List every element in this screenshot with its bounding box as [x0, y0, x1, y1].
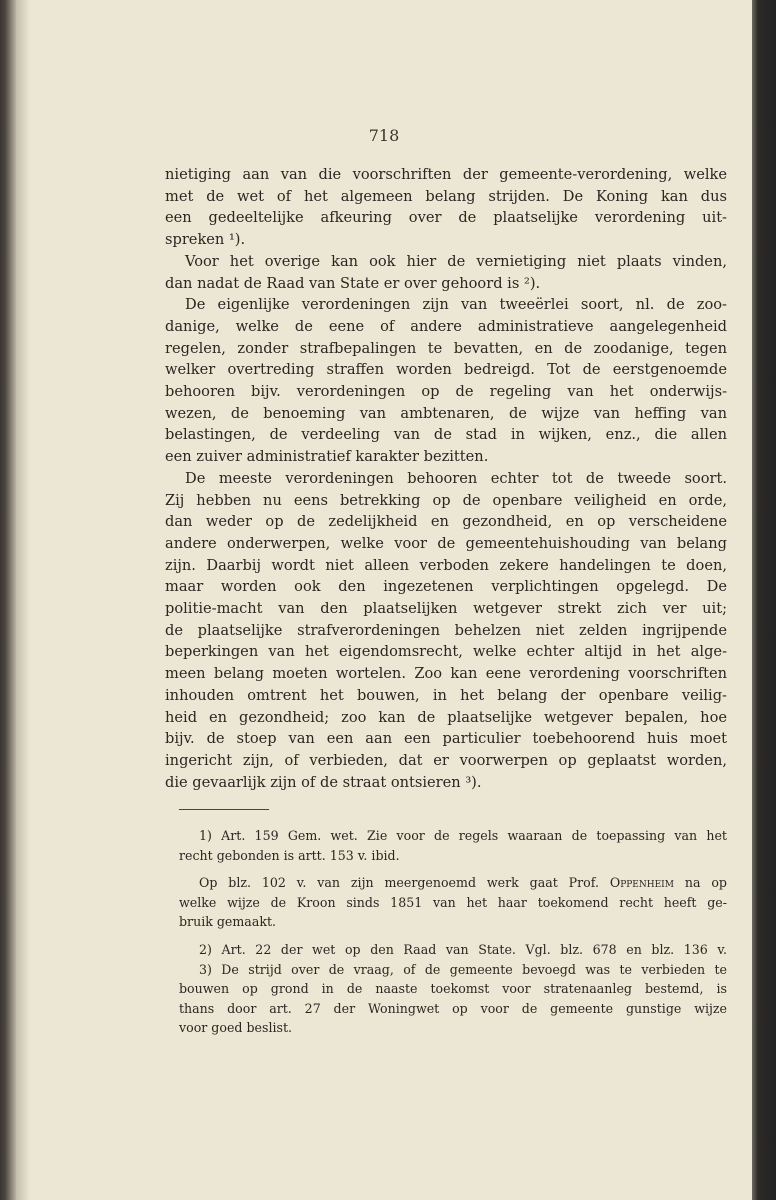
text-line: met de wet of het algemeen belang strijden. De Koning kan dus: [165, 187, 727, 205]
footnote-line: recht gebonden is artt. 153 v. ibid.: [179, 847, 400, 863]
text-line: Zij hebben nu eens betrekking op de openbare veiligheid en orde,: [165, 491, 727, 509]
text-line: nietiging aan van die voorschriften der gemeente-verordening, welke: [165, 166, 727, 183]
book-spine: [0, 0, 16, 1200]
text-line: ingericht zijn, of verbieden, dat er voorwerpen op geplaatst worden,: [165, 751, 727, 769]
text-line: die gevaarlijk zijn of de straat ontsieren ³).: [165, 773, 482, 791]
footnotes: [179, 826, 727, 1038]
text-line: Voor het overige kan ook hier de vernietiging niet plaats vinden,: [185, 252, 727, 270]
footnote-line: voor goed beslist.: [179, 1020, 293, 1036]
footnote-1: [179, 826, 727, 865]
text-line: dan weder op de zedelijkheid en gezondheid, en op verscheidene: [165, 513, 727, 531]
footnote-line: 3) De strijd over de vraag, of de gemeente bevoegd was te verbieden te: [199, 961, 727, 977]
text-line: dan nadat de Raad van State er over gehoord is ²).: [165, 274, 541, 292]
text-line: inhouden omtrent het bouwen, in het belang der openbare veilig-: [165, 686, 727, 704]
footnote-line: bruik gemaakt.: [179, 914, 277, 930]
text-line: meen belang moeten wortelen. Zoo kan eene verordening voorschriften: [165, 665, 727, 683]
footnote-separator: [179, 809, 269, 810]
text-line: heid en gezondheid; zoo kan de plaatselijke wetgever bepalen, hoe: [165, 708, 727, 726]
footnote-3: [179, 960, 727, 1038]
footnote-line: 2) Art. 22 der wet op den Raad van State. Vgl. blz. 678 en blz. 136 v.: [199, 941, 727, 957]
author-name: Oppenheim: [609, 875, 674, 891]
footnote-line: thans door art. 27 der Woningwet op voor de gemeente gunstige wijze: [179, 1000, 727, 1016]
text-line: danige, welke de eene of andere administratieve aangelegenheid: [165, 317, 727, 335]
book-page: [16, 0, 752, 1200]
footnote-line: Op blz. 102 v. van zijn meergenoemd werk gaat Prof. Oppenheim na op: [199, 875, 727, 891]
body-text: [165, 164, 727, 793]
text-line: een gedeeltelijke afkeuring over de plaatselijke verordening uit-: [165, 209, 727, 227]
page-edge: [752, 0, 776, 1200]
text-line: beperkingen van het eigendomsrecht, welke echter altijd in het alge-: [165, 643, 727, 661]
footnote-line: 1) Art. 159 Gem. wet. Zie voor de regels waaraan de toepassing van het: [199, 828, 727, 843]
text-line: een zuiver administratief karakter bezitten.: [165, 448, 489, 466]
page-number: 718: [368, 126, 400, 145]
text-line: welker overtreding straffen worden bedreigd. Tot de eerstgenoemde: [165, 361, 727, 379]
text-line: regelen, zonder strafbepalingen te bevatten, en de zoodanige, tegen: [165, 339, 727, 357]
text-line: maar worden ook den ingezetenen verplichtingen opgelegd. De: [165, 578, 727, 596]
text-line: bijv. de stoep van een aan een particulier toebehoorend huis moet: [165, 730, 727, 748]
footnote-line: welke wijze de Kroon sinds 1851 van het haar toekomend recht heeft ge-: [179, 894, 727, 910]
footnote-2: [179, 940, 727, 960]
text-line: andere onderwerpen, welke voor de gemeentehuishouding van belang: [165, 534, 727, 552]
text-line: behooren bijv. verordeningen op de regeling van het onderwijs-: [165, 383, 727, 401]
text-line: politie-macht van den plaatselijken wetgever strekt zich ver uit;: [165, 600, 727, 618]
text-line: De eigenlijke verordeningen zijn van tweeërlei soort, nl. de zoo-: [185, 296, 727, 314]
footnote-line: bouwen op grond in de naaste toekomst voor stratenaanleg bestemd, is: [179, 981, 727, 997]
text-line: wezen, de benoeming van ambtenaren, de wijze van heffing van: [165, 404, 727, 422]
text-line: zijn. Daarbij wordt niet alleen verboden zekere handelingen te doen,: [165, 556, 727, 574]
text-line: belastingen, de verdeeling van de stad in wijken, enz., die allen: [165, 426, 727, 444]
text-line: spreken ¹).: [165, 231, 246, 249]
text-line: de plaatselijke strafverordeningen behelzen niet zelden ingrijpende: [165, 621, 727, 639]
text-line: De meeste verordeningen behooren echter tot de tweede soort.: [185, 469, 727, 487]
footnote-1-continued: [179, 873, 727, 932]
